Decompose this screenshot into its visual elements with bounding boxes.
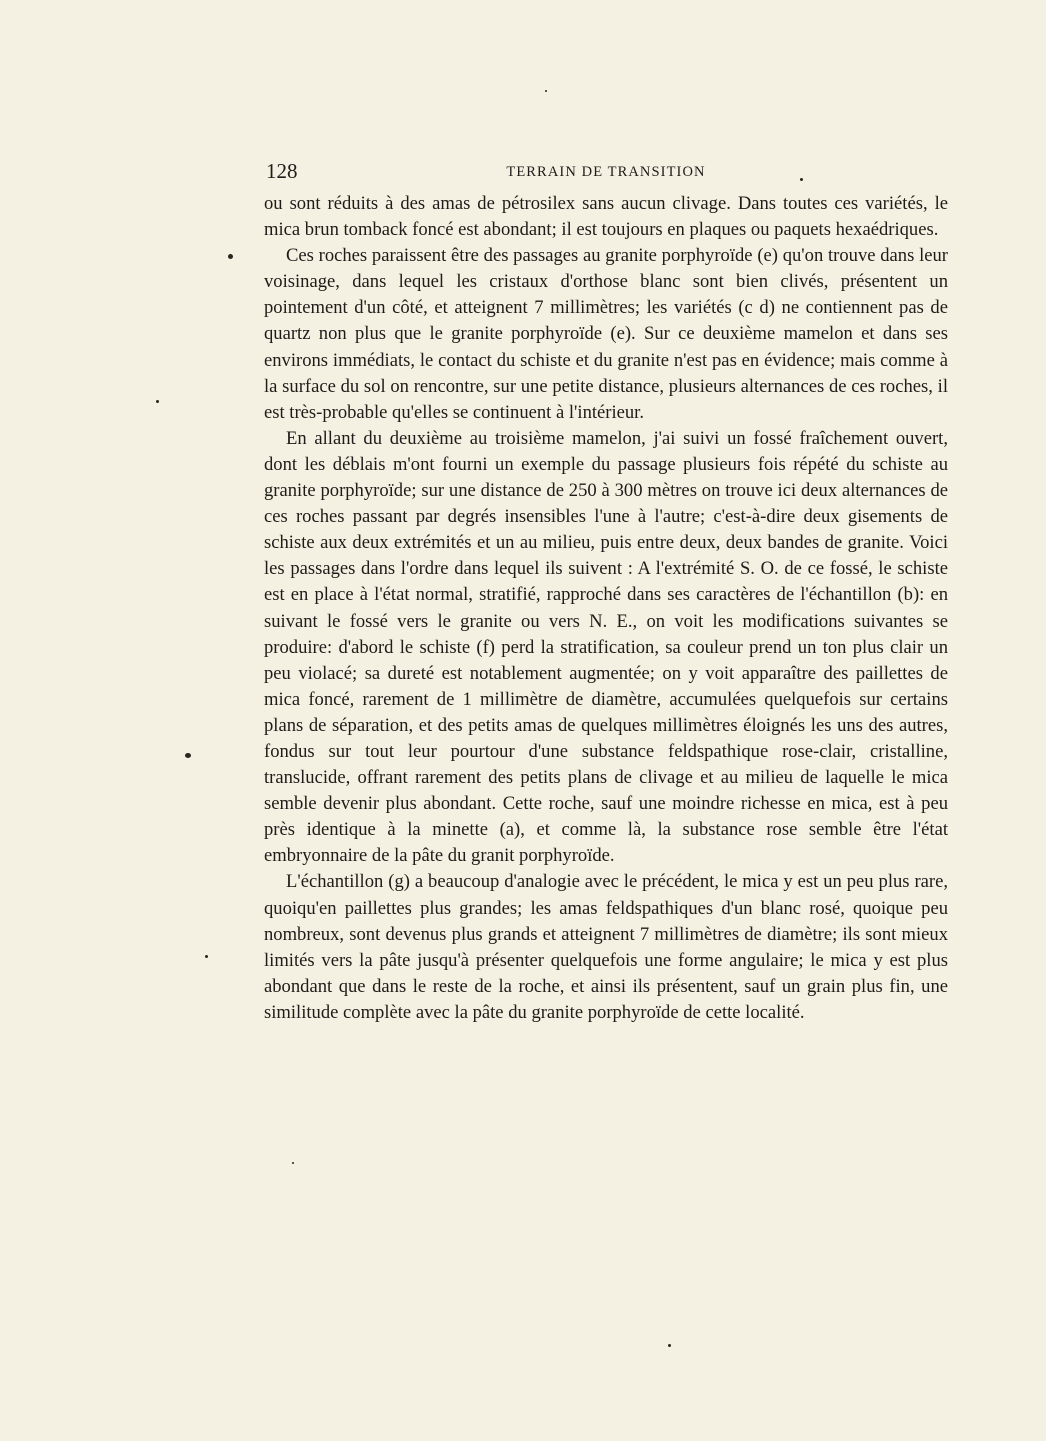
scan-speck xyxy=(205,955,208,958)
scan-speck xyxy=(292,1162,294,1164)
page-number: 128 xyxy=(266,159,298,183)
running-title: TERRAIN DE TRANSITION xyxy=(506,164,706,180)
scan-speck xyxy=(185,753,191,758)
scan-speck xyxy=(228,254,233,259)
scan-speck xyxy=(545,90,547,92)
paragraph: L'échantillon (g) a beaucoup d'analogie avec le précédent, le mica y est un peu plus rare, quoiqu'en paillettes plus grandes; les amas feldspathiques d'un blanc rosé, quoique peu nombreux, sont devenus plus grands et atteignent 7 millimètres de diamètre; ils sont mieux limités vers la pâte jusqu'à présenter quelquefois une forme angulaire; le mica y est plus abondant que dans le reste de la roche, et ainsi ils présentent, sauf un grain plus fin, une similitude complète avec la pâte du granite porphyroïde de cette localité. xyxy=(264,871,948,1023)
paragraph: Ces roches paraissent être des passages au granite porphyroïde (e) qu'on trouve dans leur voisinage, dans lequel les cristaux d'orthose blanc sont bien clivés, présentent un pointement d'un côté, et atteignent 7 millimètres; les variétés (c d) ne contiennent pas de quartz non plus que le granite porphyroïde (e). Sur ce deuxième mamelon et dans ses environs immédiats, le contact du schiste et du granite n'est pas en évidence; mais comme à la surface du sol on rencontre, sur une petite distance, plusieurs alternances de ces roches, il est très-probable qu'elles se continuent à l'intérieur. xyxy=(264,245,948,423)
paragraph-continuation: ou sont réduits à des amas de pétrosilex sans aucun clivage. Dans toutes ces variétés, le mica brun tomback foncé est abondant; il est toujours en plaques ou paquets hexaédriques. xyxy=(264,193,948,241)
page-header xyxy=(264,158,948,184)
paragraph: En allant du deuxième au troisième mamelon, j'ai suivi un fossé fraîchement ouvert, dont les déblais m'ont fourni un exemple du passage plusieurs fois répété du schiste au granite porphyroïde; sur une distance de 250 à 300 mètres on trouve ici deux alternances de ces roches passant par degrés insensibles l'une à l'autre; c'est-à-dire deux gisements de schiste aux deux extrémités et un au milieu, puis entre deux, deux bandes de granite. Voici les passages dans l'ordre dans lequel ils suivent : A l'extrémité S. O. de ce fossé, le schiste est en place à l'état normal, stratifié, rapproché dans ses caractères de l'échantillon (b): en suivant le fossé vers le granite ou vers N. E., on voit les modifications suivantes se produire: d'abord le schiste (f) perd la stratification, sa couleur prend un ton plus clair un peu violacé; sa dureté est notablement augmentée; on y voit apparaître des paillettes de mica foncé, rarement de 1 millimètre de diamètre, accumulées quelquefois sur certains plans de séparation, et des petits amas de quelques millimètres éloignés les uns des autres, fondus sur tout leur pourtour d'une substance feldspathique rose-clair, cristalline, translucide, offrant rarement des petits plans de clivage et au milieu de laquelle le mica semble devenir plus abondant. Cette roche, sauf une moindre richesse en mica, est à peu près identique à la minette (a), et comme là, la substance rose semble être l'état embryonnaire de la pâte du granit porphyroïde. xyxy=(264,427,948,867)
scan-speck xyxy=(800,178,803,181)
scan-speck xyxy=(156,400,159,403)
body-text xyxy=(264,191,948,1026)
scan-speck xyxy=(668,1344,671,1347)
